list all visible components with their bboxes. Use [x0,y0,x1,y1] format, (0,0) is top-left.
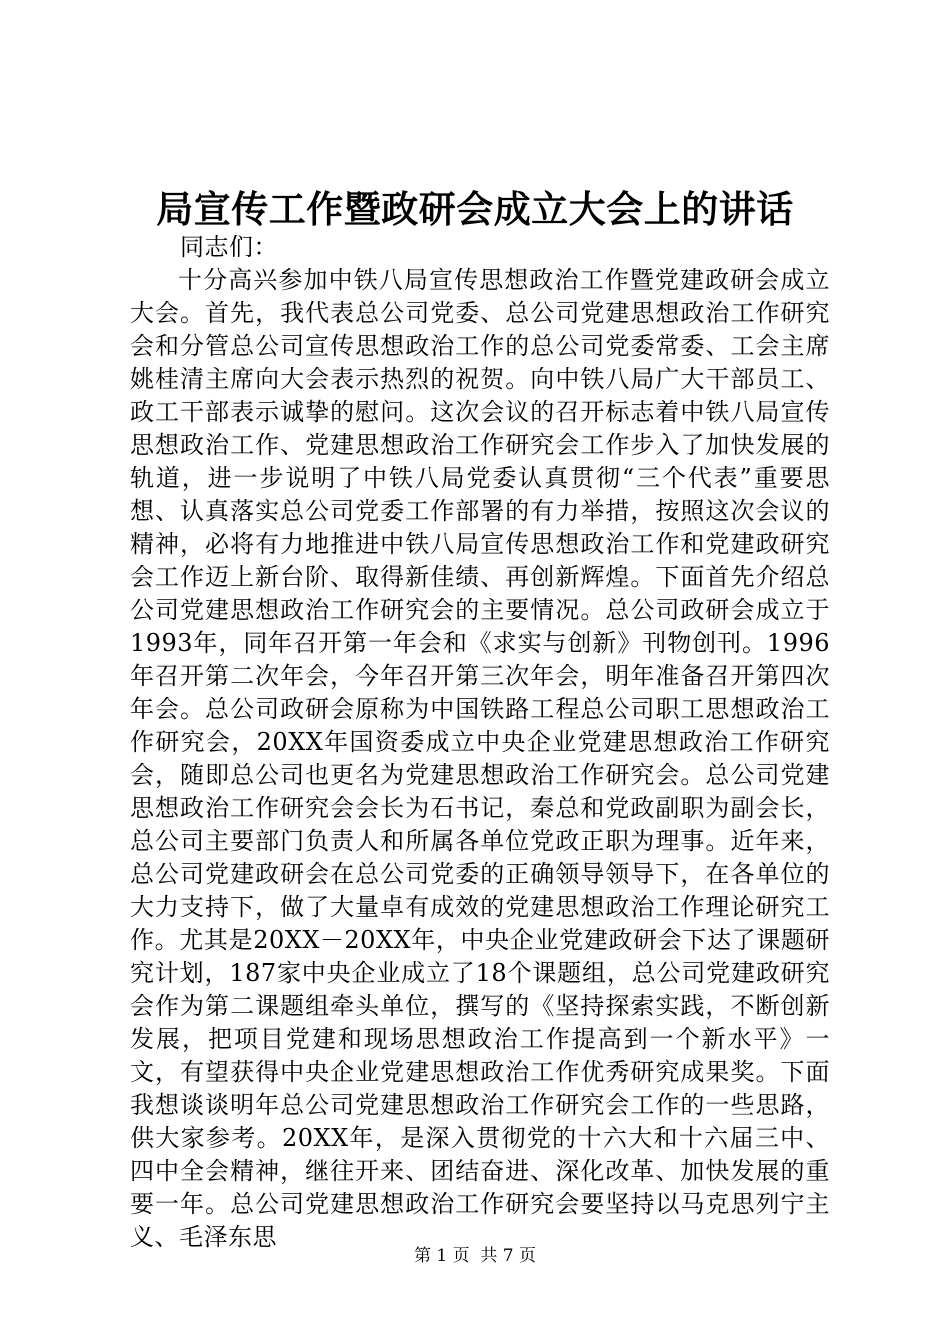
document-body [130,231,830,1251]
document-title: 局宣传工作暨政研会成立大会上的讲话 [156,187,794,231]
greeting-line: 同志们： [180,233,278,261]
page-footer: 第 1 页 共 7 页 [413,1246,537,1266]
body-paragraph: 十分高兴参加中铁八局宣传思想政治工作暨党建政研会成立大会。首先，我代表总公司党委、总公司党建思想政治工作研究会和分管总公司宣传思想政治工作的总公司党委常委、工会主席姚桂清主席向大会表示热烈的祝贺。向中铁八局广大干部员工、政工干部表示诚挚的慰问。这次会议的召开标志着中铁八局宣传思想政治工作、党建思想政治工作研究会工作步入了加快发展的轨道，进一步说明了中铁八局党委认真贯彻“三个代表”重要思想、认真落实总公司党委工作部署的有力举措，按照这次会议的精神，必将有力地推进中铁八局宣传思想政治工作和党建政研究会工作迈上新台阶、取得新佳绩、再创新辉煌。下面首先介绍总公司党建思想政治工作研究会的主要情况。总公司政研会成立于1993年，同年召开第一年会和《求实与创新》刊物创刊。1996年召开第二次年会，今年召开第三次年会，明年准备召开第四次年会。总公司政研会原称为中国铁路工程总公司职工思想政治工作研究会，20XX年国资委成立中央企业党建思想政治工作研究会，随即总公司也更名为党建思想政治工作研究会。总公司党建思想政治工作研究会会长为石书记，秦总和党政副职为副会长，总公司主要部门负责人和所属各单位党政正职为理事。近年来，总公司党建政研会在总公司党委的正确领导领导下，在各单位的大力支持下，做了大量卓有成效的党建思想政治工作理论研究工作。尤其是20XX－20XX年，中央企业党建政研会下达了课题研究计划，187家中央企业成立了18个课题组，总公司党建政研究会作为第二课题组牵头单位，撰写的《坚持探索实践，不断创新发展，把项目党建和现场思想政治工作提高到一个新水平》一文，有望获得中央企业党建思想政治工作优秀研究成果奖。下面我想谈谈明年总公司党建思想政治工作研究会工作的一些思路，供大家参考。20XX年，是深入贯彻党的十六大和十六届三中、四中全会精神，继往开来、团结奋进、深化改革、加快发展的重要一年。总公司党建思想政治工作研究会要坚持以马克思列宁主义、毛泽东思 [130,266,830,1251]
